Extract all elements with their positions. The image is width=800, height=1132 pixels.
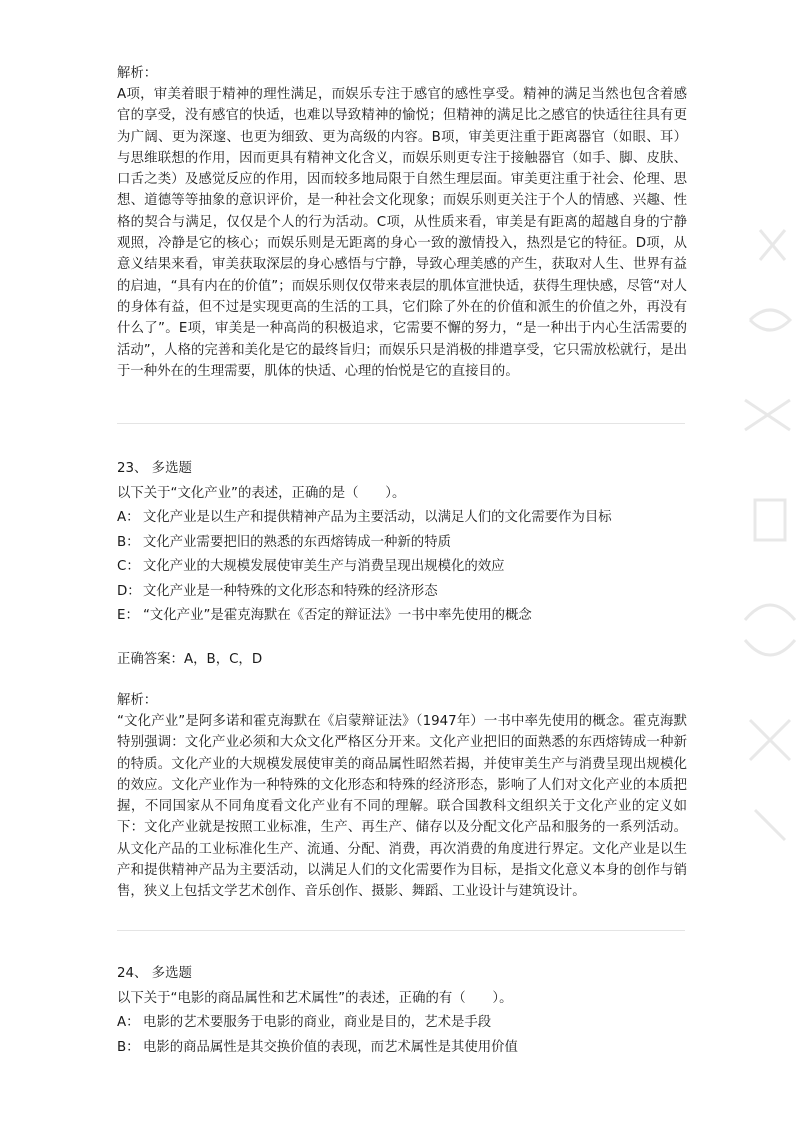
option-text: 文化产业需要把旧的熟悉的东西熔铸成一种新的特质 [143,534,451,550]
q23-option-c [117,555,687,580]
option-key: B： [117,534,140,550]
q22-analysis-label: 解析： [117,66,158,81]
q24-options [117,1011,687,1060]
option-text: 电影的艺术要服务于电影的商业，商业是目的，艺术是手段 [143,1015,492,1030]
option-key: C： [117,559,140,574]
option-key: A： [117,510,140,525]
q24-question [117,962,687,1060]
option-key: E： [117,608,139,623]
q24-option-b [117,1036,687,1061]
q23-analysis-label: 解析： [117,693,158,708]
q23-option-a [117,506,687,531]
q23-option-d [117,580,687,605]
q24-header: 24、 多选题 [117,966,192,981]
q24-option-a [117,1011,687,1036]
q22-analysis [117,63,687,382]
option-text: 文化产业的大规模发展使审美生产与消费呈现出规模化的效应 [143,559,505,574]
q23-options [117,506,687,629]
option-key: D： [117,583,141,599]
option-text: 电影的商品属性是其交换价值的表现，而艺术属性是其使用价值 [143,1039,518,1055]
option-text: 文化产业是以生产和提供精神产品为主要活动，以满足人们的文化需要作为目标 [143,510,612,525]
q22-analysis-text: A项，审美着眼于精神的理性满足，而娱乐专注于感官的感性享受。精神的满足当然也包含着感官的享受，没有感官的快适，也难以导致精神的愉悦；但精神的满足比之感官的快适往往具有更为广阔、更为深邃、也更为细致、更为高级的内容。B项，审美更注重于距离器官（如眼、耳）与思维联想的作用，因而更具有精神文化含义，而娱乐则更专注于接触器官（如手、脚、皮肤、口舌之类）及感觉反应的作用，因而较多地局限于自然生理层面。审美更注重于社会、伦理、思想、道德等等抽象的意识评价，是一种社会文化现象；而娱乐则更关注于个人的情感、兴趣、性格的契合与满足，仅仅是个人的行为活动。C项，从性质来看，审美是有距离的超越自身的宁静观照，冷静是它的核心；而娱乐则是无距离的身心一致的激情投入，热烈是它的特征。D项，从意义结果来看，审美获取深层的身心感悟与宁静，导致心理美感的产生，获取对人生、世界有益的启迪，“具有内在的价值”；而娱乐则仅仅带来表层的肌体宣泄快适，获得生理快感，尽管“对人的身体有益，但不过是实现更高的生活的工具，它们除了外在的价值和派生的价值之外，再没有什么了”。E项，审美是一种高尚的积极追求，它需要不懈的努力，“是一种出于内心生活需要的活动”，人格的完善和美化是它的最终旨归；而娱乐只是消极的排遣享受，它只需放松就行，是出于一种外在的生理需要，肌体的快适、心理的怡悦是它的直接目的。 [117,87,687,379]
q23-option-e [117,604,687,629]
q23-header: 23、 多选题 [117,461,192,476]
q23-analysis-text: “文化产业”是阿多诺和霍克海默在《启蒙辩证法》（1947年）一书中率先使用的概念。霍克海默特别强调：文化产业必须和大众文化严格区分开来。文化产业把旧的面熟悉的东西熔铸成一种新的特质。文化产业的大规模发展使审美的商品属性昭然若揭，并使审美生产与消费呈现出规模化的效应。文化产业作为一种特殊的文化形态和特殊的经济形态，影响了人们对文化产业的本质把握，不同国家从不同角度看文化产业有不同的理解。联合国教科文组织关于文化产业的定义如下：文化产业就是按照工业标准，生产、再生产、储存以及分配文化产品和服务的一系列活动。从文化产品的工业标准化生产、流通、分配、消费，再次消费的角度进行界定。文化产业是以生产和提供精神产品为主要活动，以满足人们的文化需要作为目标，是指文化意义本身的创作与销售，狭义上包括文学艺术创作、音乐创作、摄影、舞蹈、工业设计与建筑设计。 [117,714,687,900]
watermark-icon [690,200,800,860]
q23-stem: 以下关于“文化产业”的表述，正确的是（ ）。 [117,485,406,501]
section-divider-1 [117,423,685,424]
option-text: “文化产业”是霍克海默在《否定的辩证法》一书中率先使用的概念 [143,608,532,623]
option-key: B： [117,1039,140,1055]
q23-analysis [117,690,687,903]
option-text: 文化产业是一种特殊的文化形态和特殊的经济形态 [143,583,438,599]
q24-stem: 以下关于“电影的商品属性和艺术属性”的表述，正确的有（ ）。 [117,990,513,1006]
q23-answer-block [117,648,687,673]
section-divider-2 [117,930,685,931]
q23-option-b [117,531,687,556]
option-key: A： [117,1015,140,1030]
q23-question [117,457,687,629]
q23-answer: 正确答案：A，B，C，D [117,652,263,667]
